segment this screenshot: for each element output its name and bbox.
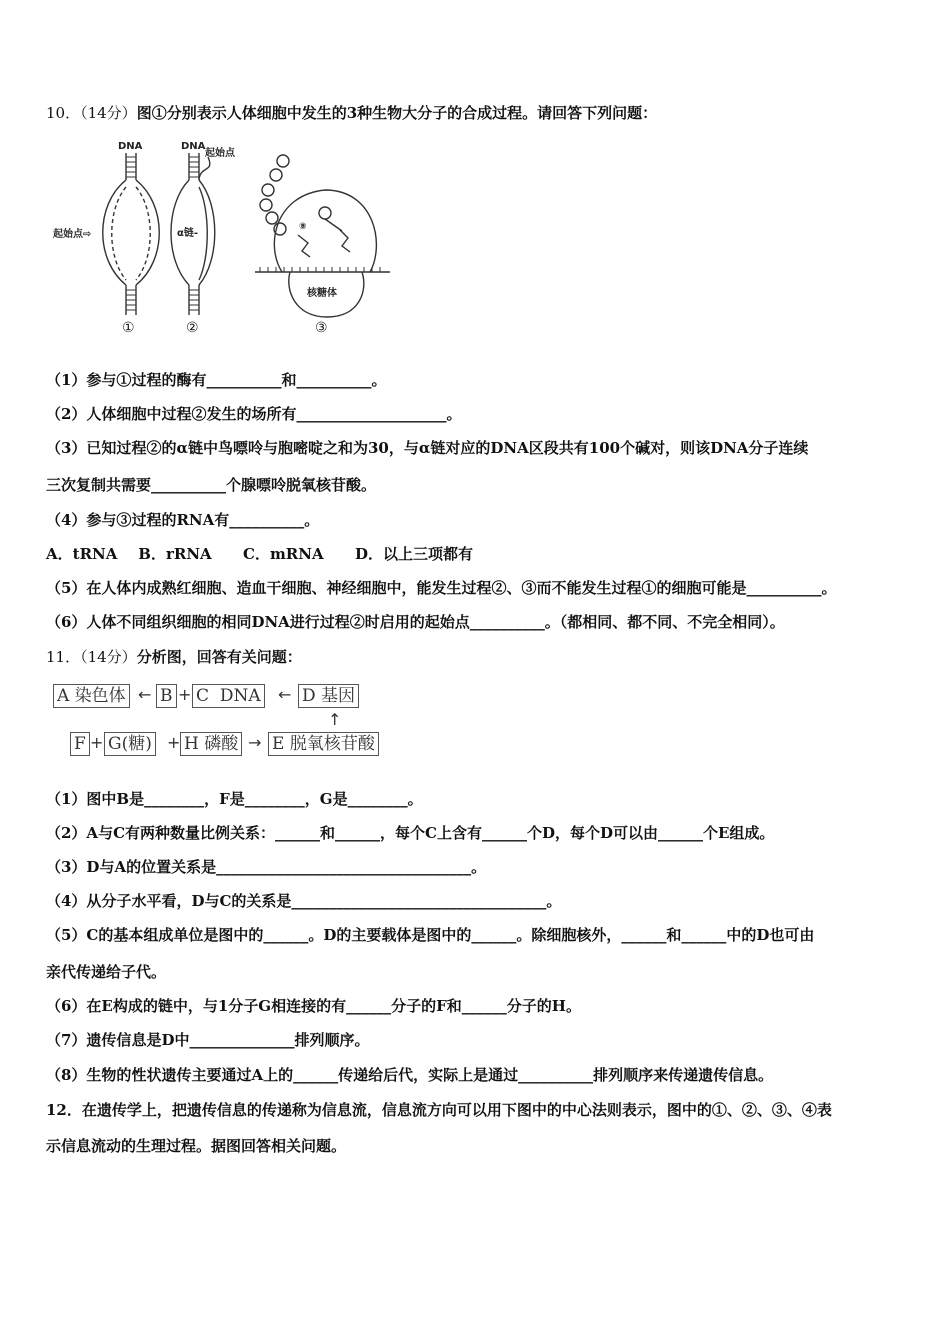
fig-dna-label-2: DNA [181,141,206,152]
q11-sub3: （3）D与A的位置关系是__________________________________。 [46,858,487,876]
plus-icon: + [178,685,192,704]
box-b: B [156,684,177,708]
q11-sub6: （6）在E构成的链中，与1分子G相连接的有______分子的F和______分子的H。 [46,997,581,1015]
box-c-dna: C DNA [192,684,265,708]
arrow-right-icon: → [248,733,262,752]
q11-score: （14分） [80,648,137,666]
arrow-left-icon: ← [138,685,152,704]
box-d-gene: D 基因 [298,684,359,708]
q10-header [46,103,657,123]
q10-sub3a: （3）已知过程②的α链中鸟嘌呤与胞嘧啶之和为30，与α链对应的DNA区段共有100个碱对，则该DNA分子连续 [46,439,809,457]
q10-stem: 图①分别表示人体细胞中发生的3种生物大分子的合成过程。请回答下列问题： [136,104,658,122]
box-h-phosphate: H 磷酸 [180,732,242,756]
q11-sub2: （2）A与C有两种数量比例关系：______和______，每个C上含有______个D，每个D可以由______个E组成。 [46,824,775,842]
q11-sub8: （8）生物的性状遗传主要通过A上的______传递给后代，实际上是通过__________排列顺序来传递遗传信息。 [46,1066,774,1084]
q11-sub5b: 亲代传递给子代。 [46,963,167,981]
q10-sub5: （5）在人体内成熟红细胞、造血干细胞、神经细胞中，能发生过程②、③而不能发生过程①的细胞可能是__________。 [46,579,837,597]
box-g-sugar: G(糖) [104,732,156,756]
q11-stem: 分析图，回答有关问题： [136,648,302,666]
q11-sub1: （1）图中B是________，F是________，G是________。 [46,790,423,808]
q11-header [46,647,302,667]
fig-mark-1: ① [122,320,135,336]
q10-score: （14分） [80,104,137,122]
q11-sub7: （7）遗传信息是D中______________排列顺序。 [46,1031,370,1049]
fig-origin-left: 起始点⇨ [53,229,92,240]
q10-sub1: （1）参与①过程的酶有__________和__________。 [46,371,387,389]
q10-options: A．tRNA B．rRNA C．mRNA D．以上三项都有 [46,545,473,563]
q10-figure [50,135,390,340]
arrow-up-icon: ↑ [328,710,342,729]
fig-alpha-chain: α链- [177,228,199,239]
q10-sub6: （6）人体不同组织细胞的相同DNA进行过程②时启用的起始点__________。（都相同、都不同、不完全相同）。 [46,613,785,631]
q11-sub4: （4）从分子水平看，D与C的关系是__________________________________。 [46,892,562,910]
q11-sub5a: （5）C的基本组成单位是图中的______。D的主要载体是图中的______。除细胞核外，______和______中的D也可由 [46,926,815,944]
arrow-left-icon-2: ← [278,685,292,704]
box-a-chromosome: A 染色体 [53,684,130,708]
q10-sub4: （4）参与③过程的RNA有__________。 [46,511,320,529]
plus-icon-2: + [90,733,104,752]
box-e-deoxynucleotide: E 脱氧核苷酸 [268,732,379,756]
q10-number: 10． [46,104,81,122]
fig-mark-3: ③ [315,320,328,336]
fig-mark-2: ② [186,320,199,336]
q10-sub3b: 三次复制共需要__________个腺嘌呤脱氧核苷酸。 [46,476,377,494]
box-f: F [70,732,90,756]
fig-ribosome: 核糖体 [307,288,337,299]
q11-number: 11． [46,648,81,666]
fig-dna-label-1: DNA [118,141,143,152]
q11-figure [50,680,400,760]
q12-line1: 12．在遗传学上，把遗传信息的传递称为信息流，信息流方向可以用下图中的中心法则表示，图中的①、②、③、④表 [46,1101,832,1119]
q12-line2: 示信息流动的生理过程。据图回答相关问题。 [46,1137,347,1155]
q10-sub2: （2）人体细胞中过程②发生的场所有____________________。 [46,405,462,423]
fig-circle-8: ⑧ [299,222,307,232]
plus-icon-3: + [167,733,181,752]
fig-origin-top: 起始点 [205,148,235,159]
